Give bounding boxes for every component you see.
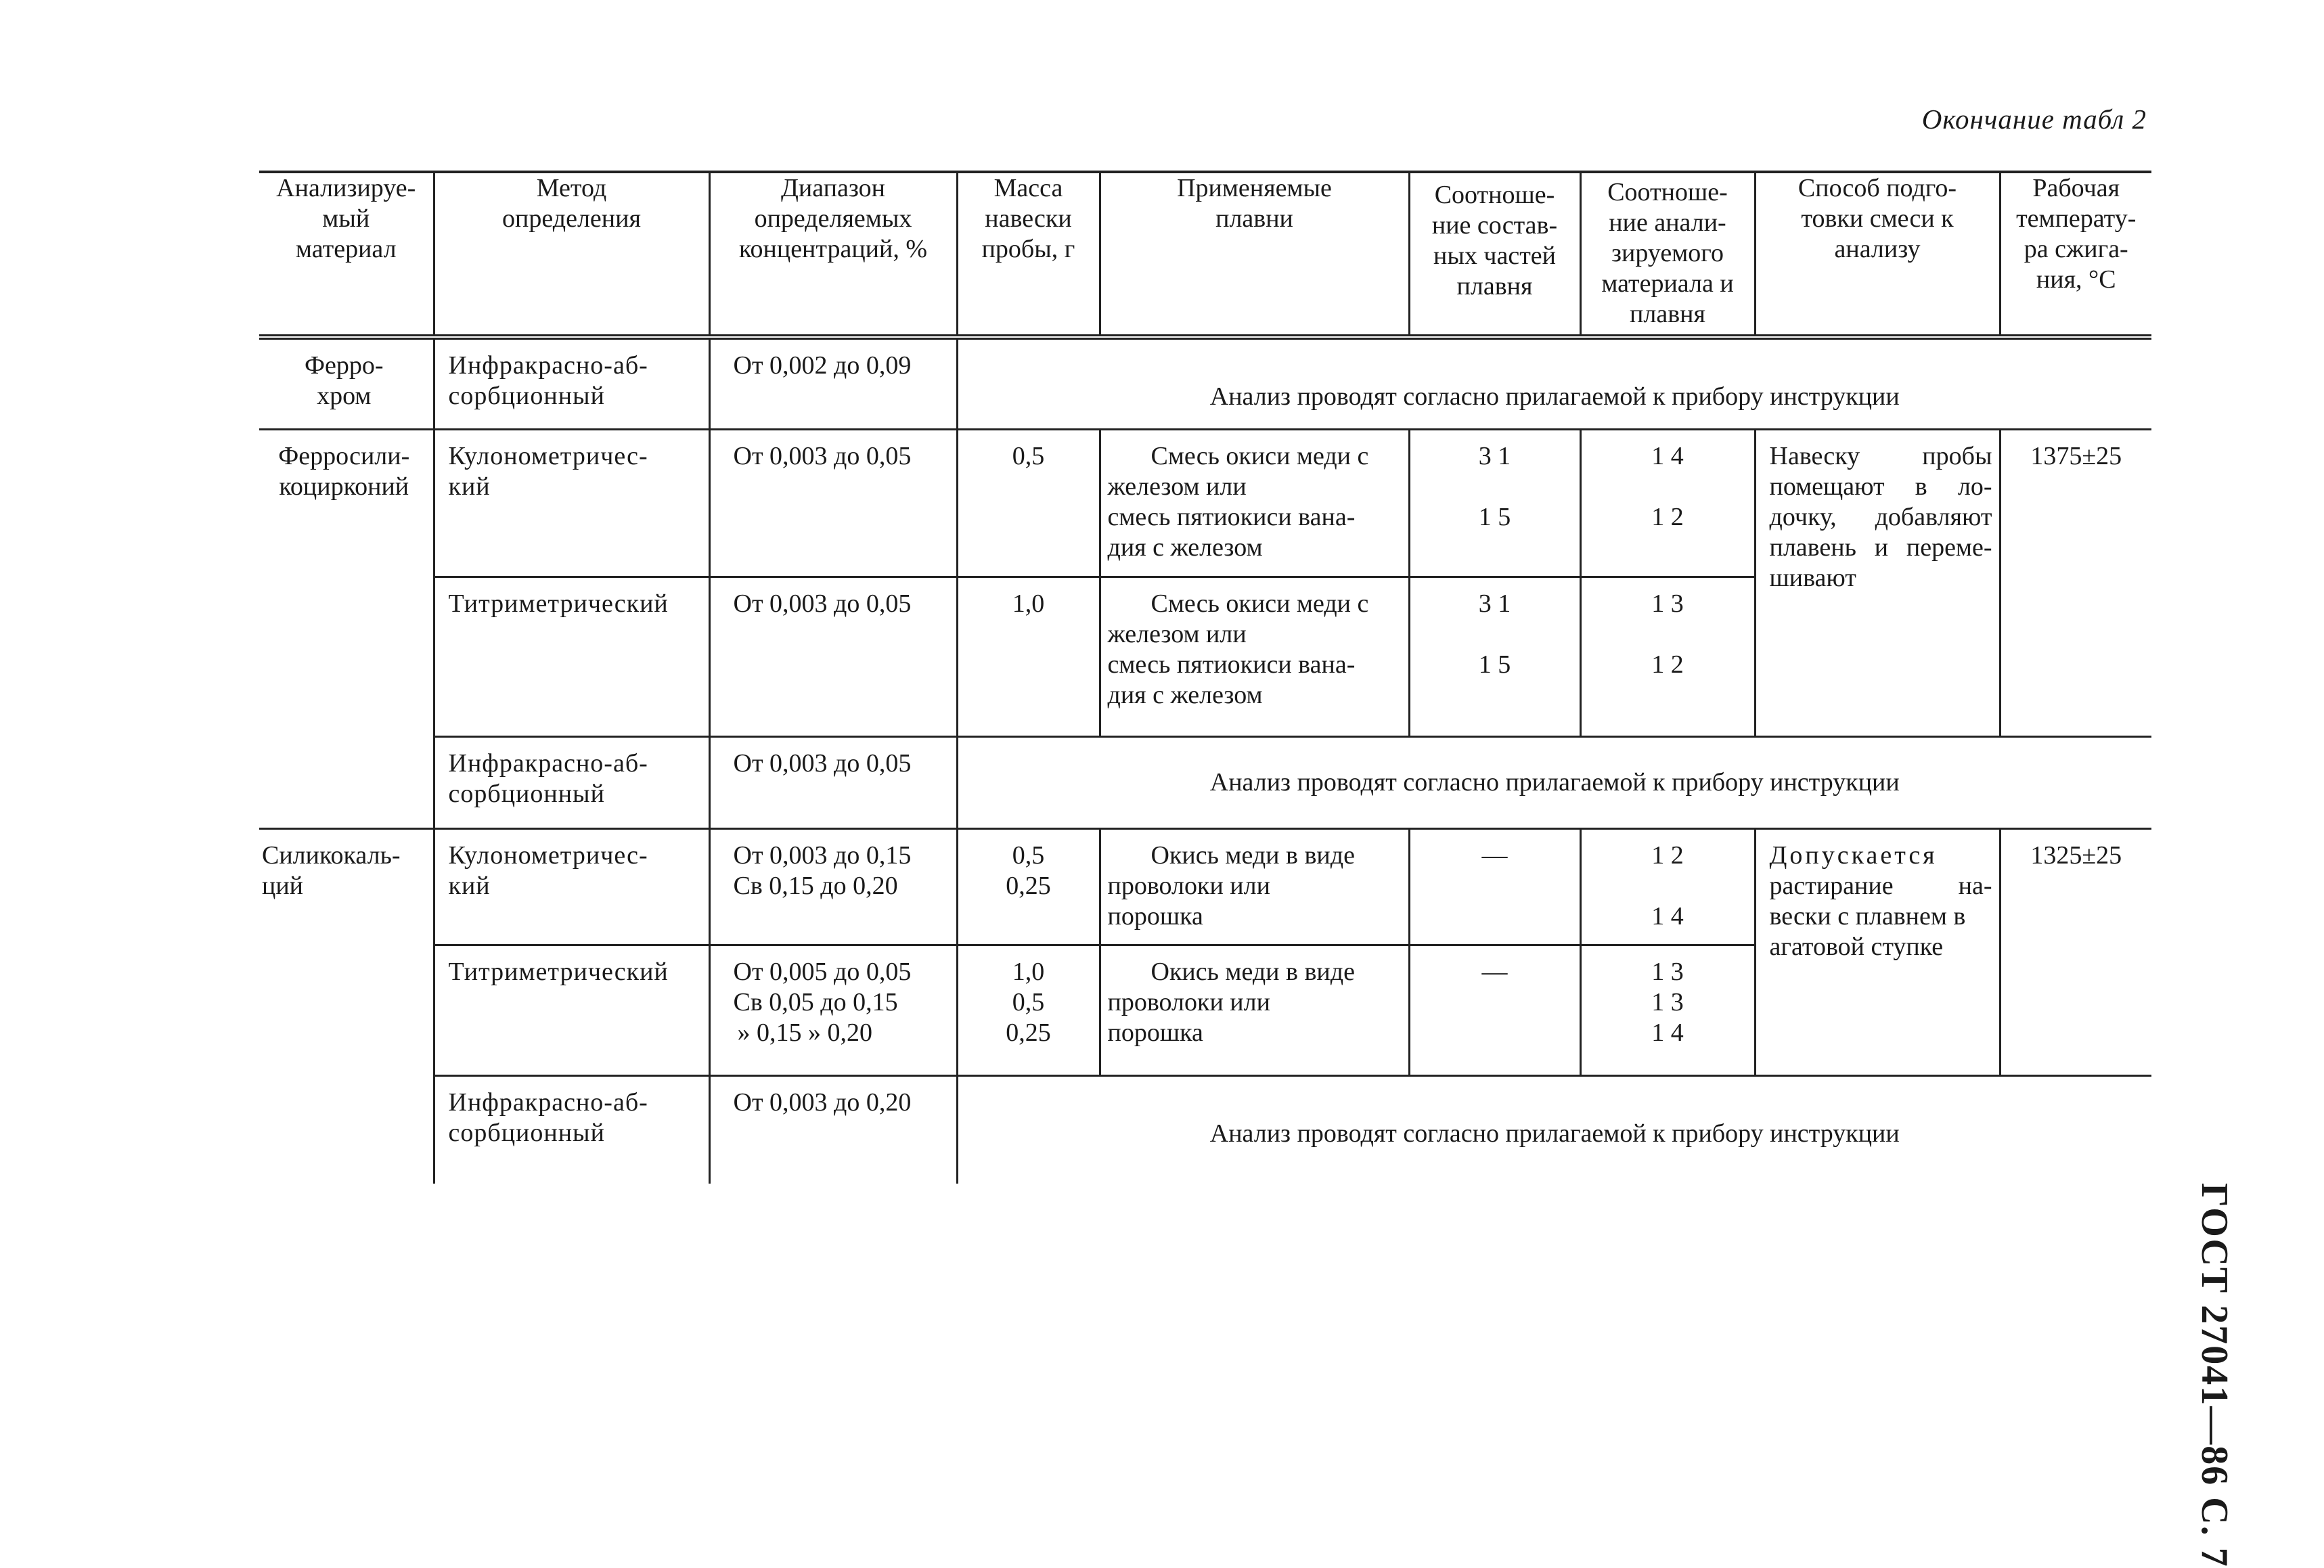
range-cell: От 0,005 до 0,05 Св 0,05 до 0,15 » 0,15 » 0,20 bbox=[709, 945, 957, 1075]
table-header-row bbox=[259, 172, 2151, 337]
flux-cell: Окись меди в виде проволоки или порошка bbox=[1100, 945, 1409, 1075]
header-ratio-flux: Соотноше- ние состав- ных частей плавня bbox=[1409, 172, 1580, 337]
table-row-ferrosilicozirconium-infrared bbox=[259, 736, 2151, 828]
table-caption: Окончание табл 2 bbox=[1921, 104, 2147, 135]
header-temp: Рабочая температу- ра сжига- ния, °С bbox=[2000, 172, 2151, 337]
range-cell: От 0,003 до 0,05 bbox=[709, 736, 957, 828]
method-cell: Титриметрический bbox=[434, 945, 709, 1075]
mass-cell: 0,5 bbox=[957, 429, 1100, 577]
method-cell: Инфракрасно-аб- сорбционный bbox=[434, 337, 709, 429]
method-cell: Кулонометричес- кий bbox=[434, 429, 709, 577]
ratio-flux-cell: — bbox=[1409, 945, 1580, 1075]
ratio-flux-cell: 3 1 1 5 bbox=[1409, 429, 1580, 577]
header-prep: Способ подго- товки смеси к анализу bbox=[1755, 172, 2000, 337]
standard-page-label: ГОСТ 27041—86 С. 7 bbox=[2193, 1183, 2235, 1568]
method-cell: Кулонометричес- кий bbox=[434, 828, 709, 945]
range-cell: От 0,003 до 0,15 Св 0,15 до 0,20 bbox=[709, 828, 957, 945]
prep-cell: Навеску пробы помещают в ло- дочку, добавляют плавень и переме- шивают bbox=[1755, 429, 2000, 736]
table-row-ferrosilicozirconium-coulometric bbox=[259, 429, 2151, 577]
instruction-cell: Анализ проводят согласно прилагаемой к прибору инструкции bbox=[957, 337, 2151, 429]
method-cell: Инфракрасно-аб- сорбционный bbox=[434, 1075, 709, 1184]
ratio-sample-cell: 1 4 1 2 bbox=[1580, 429, 1755, 577]
flux-cell: Окись меди в виде проволоки или порошка bbox=[1100, 828, 1409, 945]
mass-cell: 1,0 bbox=[957, 577, 1100, 736]
header-method: Метод определения bbox=[434, 172, 709, 337]
header-flux: Применяемые плавни bbox=[1100, 172, 1409, 337]
table-row-ferrochrome bbox=[259, 337, 2151, 429]
header-range: Диапазон определяемых концентраций, % bbox=[709, 172, 957, 337]
ratio-sample-cell: 1 2 1 4 bbox=[1580, 828, 1755, 945]
flux-cell: Смесь окиси меди с железом или смесь пятиокиси вана- дия с железом bbox=[1100, 577, 1409, 736]
analysis-methods-table bbox=[259, 171, 2151, 1184]
range-cell: От 0,002 до 0,09 bbox=[709, 337, 957, 429]
material-cell: Силикокаль- ций bbox=[259, 828, 434, 1184]
method-cell: Инфракрасно-аб- сорбционный bbox=[434, 736, 709, 828]
header-material: Анализируе- мый материал bbox=[259, 172, 434, 337]
temperature-cell: 1375±25 bbox=[2000, 429, 2151, 736]
method-cell: Титриметрический bbox=[434, 577, 709, 736]
table-row-silicocalcium-infrared bbox=[259, 1075, 2151, 1184]
material-cell: Ферросили- коцирконий bbox=[259, 429, 434, 828]
table-row-silicocalcium-coulometric bbox=[259, 828, 2151, 945]
ratio-flux-cell: 3 1 1 5 bbox=[1409, 577, 1580, 736]
ratio-sample-cell: 1 3 1 3 1 4 bbox=[1580, 945, 1755, 1075]
temperature-cell: 1325±25 bbox=[2000, 828, 2151, 1075]
prep-cell: Допускается растирание на- вески с плавнем в агатовой ступке bbox=[1755, 828, 2000, 1075]
range-cell: От 0,003 до 0,05 bbox=[709, 577, 957, 736]
instruction-cell: Анализ проводят согласно прилагаемой к прибору инструкции bbox=[957, 736, 2151, 828]
mass-cell: 1,0 0,5 0,25 bbox=[957, 945, 1100, 1075]
ratio-flux-cell: — bbox=[1409, 828, 1580, 945]
mass-cell: 0,5 0,25 bbox=[957, 828, 1100, 945]
range-cell: От 0,003 до 0,20 bbox=[709, 1075, 957, 1184]
flux-cell: Смесь окиси меди с железом или смесь пятиокиси вана- дия с железом bbox=[1100, 429, 1409, 577]
range-cell: От 0,003 до 0,05 bbox=[709, 429, 957, 577]
ratio-sample-cell: 1 3 1 2 bbox=[1580, 577, 1755, 736]
material-cell: Ферро- хром bbox=[259, 337, 434, 429]
header-ratio-sample: Соотноше- ние анали- зируемого материала и плавня bbox=[1580, 172, 1755, 337]
header-mass: Масса навески пробы, г bbox=[957, 172, 1100, 337]
instruction-cell: Анализ проводят согласно прилагаемой к прибору инструкции bbox=[957, 1075, 2151, 1184]
